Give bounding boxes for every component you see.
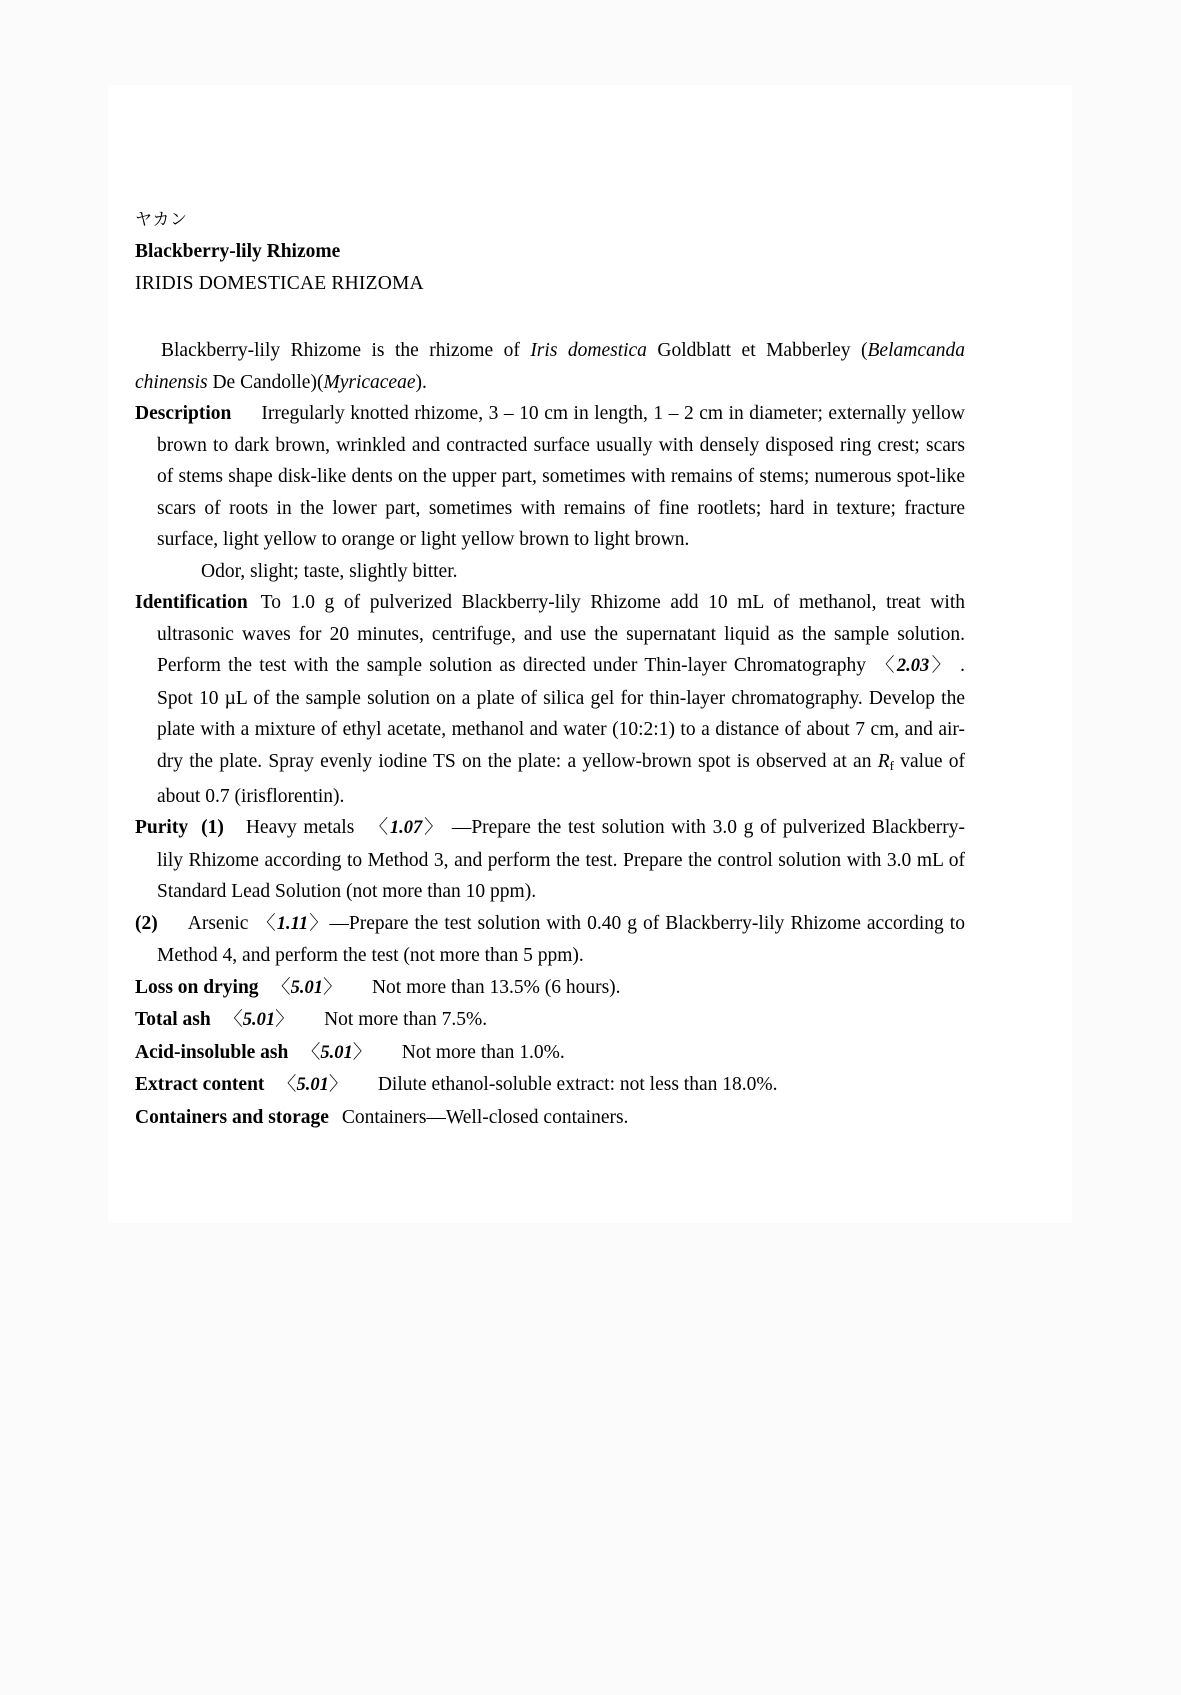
page-content xyxy=(135,207,965,1133)
rf-symbol: R xyxy=(877,750,890,772)
angle-bracket-close: 〉 xyxy=(275,1009,295,1031)
extract-content-label: Extract content xyxy=(135,1074,265,1096)
total-ash-label: Total ash xyxy=(135,1009,211,1031)
acid-insoluble-ash-label: Acid-insoluble ash xyxy=(135,1041,289,1063)
angle-bracket-close: 〉 xyxy=(328,1074,348,1096)
document-page xyxy=(108,85,1072,1223)
intro-lead-text: Blackberry-lily Rhizome is the rhizome of xyxy=(161,340,531,362)
containers-and-storage-value: Containers—Well-closed containers. xyxy=(341,1106,629,1128)
angle-bracket-close: 〉 xyxy=(352,1041,372,1063)
angle-bracket-close: 〉 xyxy=(929,655,954,677)
angle-bracket-open: 〈 xyxy=(301,1041,321,1063)
purity-item1-title: Heavy metals xyxy=(245,817,355,839)
angle-bracket-open: 〈 xyxy=(367,817,390,839)
intro-authority-text: Goldblatt et Mabberley ( xyxy=(646,340,868,362)
acid-insoluble-ash-reference: 5.01 xyxy=(320,1042,353,1063)
loss-on-drying-label: Loss on drying xyxy=(135,976,259,998)
identification-text-before-reference: To 1.0 g of pulverized Blackberry-lily Rhizome add 10 mL of methanol, treat with ultrasonic waves for 20 minutes, centrifuge, and use the supernatant liquid as the sample solution. Perform the test with the sample solution as directed under Thin-layer Chromatography xyxy=(157,592,965,677)
angle-bracket-open: 〈 xyxy=(277,1074,297,1096)
description-odor-line: Odor, slight; taste, slightly bitter. xyxy=(201,560,458,582)
monograph-english-title: Blackberry-lily Rhizome xyxy=(135,240,341,262)
angle-bracket-open: 〈 xyxy=(223,1009,243,1031)
identification-text-tail: value of about 0.7 (irisflorentin). xyxy=(157,750,965,807)
extract-content-value: Dilute ethanol-soluble extract: not less than 18.0%. xyxy=(377,1074,778,1096)
kana-title: ヤカン xyxy=(135,210,188,229)
species-name-italic: Iris domestica xyxy=(530,340,647,362)
loss-on-drying-value: Not more than 13.5% (6 hours). xyxy=(371,976,621,998)
synonym-name-italic: Belamcanda chinensis xyxy=(135,340,965,393)
purity-item2-title: Arsenic xyxy=(187,912,249,934)
section-containers-and-storage xyxy=(135,1102,965,1134)
extract-content-reference: 5.01 xyxy=(296,1075,329,1096)
identification-label: Identification xyxy=(135,592,248,614)
angle-bracket-open: 〈 xyxy=(271,976,291,998)
section-description xyxy=(135,398,965,556)
purity-item1-number: (1) xyxy=(201,817,224,839)
family-name-italic: Myricaceae xyxy=(323,371,416,393)
loss-on-drying-reference: 5.01 xyxy=(290,977,323,998)
rf-subscript: f xyxy=(889,757,894,773)
purity-item1-text: —Prepare the test solution with 3.0 g of pulverized Blackberry-lily Rhizome according to Method 3, and perform the test. Prepare the control solution with 3.0 mL of Standard Lead Solution (not more than 10 ppm). xyxy=(157,817,965,903)
purity-item2 xyxy=(135,908,965,972)
section-acid-insoluble-ash xyxy=(135,1037,965,1070)
description-text: Irregularly knotted rhizome, 3 – 10 cm in length, 1 – 2 cm in diameter; externally yellow brown to dark brown, wrinkled and contracted surface usually with densely disposed ring crest; scars of stems shape disk-like dents on the upper part, sometimes with remains of stems; numerous spot-like scars of roots in the lower part, sometimes with remains of fine rootlets; hard in texture; fracture surface, light yellow to orange or light yellow brown to light brown. xyxy=(157,403,965,551)
purity-item2-number: (2) xyxy=(135,912,158,934)
angle-bracket-close: 〉 xyxy=(308,912,330,934)
description-label: Description xyxy=(135,403,232,425)
angle-bracket-close: 〉 xyxy=(422,817,445,839)
containers-and-storage-label: Containers and storage xyxy=(135,1106,329,1128)
angle-bracket-open: 〈 xyxy=(873,655,897,677)
intro-closing-text: ). xyxy=(415,371,427,393)
purity-label: Purity xyxy=(135,817,189,839)
section-identification xyxy=(135,587,965,812)
purity-item1-reference: 1.07 xyxy=(389,818,423,839)
intro-synonym-authority-text: De Candolle)( xyxy=(207,371,324,393)
intro-paragraph xyxy=(135,335,965,398)
total-ash-value: Not more than 7.5%. xyxy=(324,1009,488,1031)
section-extract-content xyxy=(135,1069,965,1102)
identification-reference: 2.03 xyxy=(896,656,930,677)
section-purity xyxy=(135,812,965,908)
purity-item2-reference: 1.11 xyxy=(276,913,309,934)
angle-bracket-open: 〈 xyxy=(255,912,277,934)
purity-item2-text: —Prepare the test solution with 0.40 g of Blackberry-lily Rhizome according to Method 4, and perform the test (not more than 5 ppm). xyxy=(157,912,965,967)
section-total-ash xyxy=(135,1004,965,1037)
acid-insoluble-ash-value: Not more than 1.0%. xyxy=(401,1041,565,1063)
monograph-latin-title: IRIDIS DOMESTICAE RHIZOMA xyxy=(135,272,424,294)
total-ash-reference: 5.01 xyxy=(242,1010,276,1031)
identification-text-after-reference: . Spot 10 µL of the sample solution on a plate of silica gel for thin-layer chromatography. Develop the plate with a mixture of ethyl acetate, methanol and water (10:2:1) to a distance of about 7 cm, and air-dry the plate. Spray evenly iodine TS on the plate: a yellow-brown spot is observed at an xyxy=(157,655,965,772)
section-loss-on-drying xyxy=(135,972,965,1005)
angle-bracket-close: 〉 xyxy=(322,976,342,998)
